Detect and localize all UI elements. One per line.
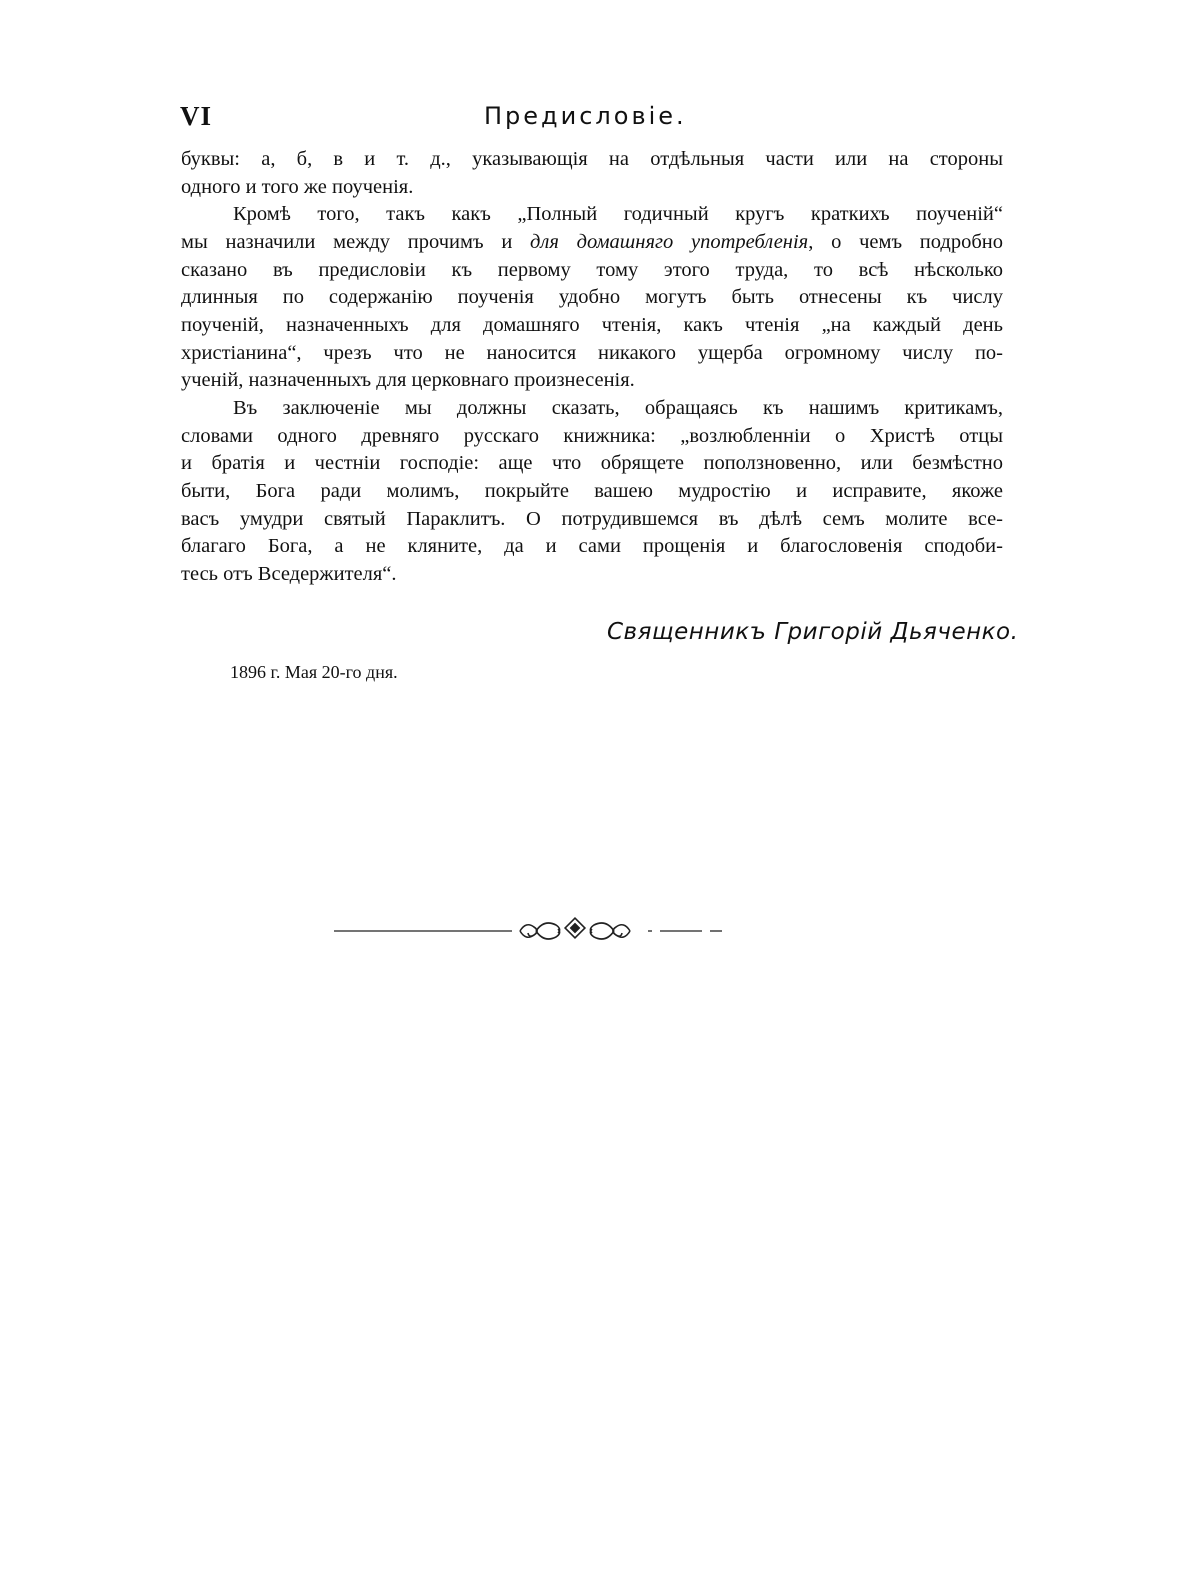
text-segment: мы назначили между прочимъ и — [181, 231, 531, 253]
page-number: VI — [180, 101, 213, 131]
text-line: длинныя по содержанію поученія удобно могутъ быть отнесены къ числу — [181, 286, 1003, 308]
central-vignette — [520, 918, 630, 939]
text-line: буквы: а, б, в и т. д., указывающія на отдѣльныя части или на стороны — [181, 148, 1003, 170]
text-line — [181, 228, 1003, 256]
text-segment: , о чемъ подробно — [808, 231, 1003, 253]
text-line: ученій, назначенныхъ для церковнаго произнесенія. — [181, 369, 635, 391]
text-line: благаго Бога, а не кляните, да и сами прощенія и благословенія сподоби- — [181, 535, 1003, 557]
text-line: одного и того же поученія. — [181, 176, 414, 198]
text-line: Кромѣ того, такъ какъ „Полный годичный кругъ краткихъ поученій“ — [233, 203, 1003, 225]
text-line: тесь отъ Вседержителя“. — [181, 563, 397, 585]
text-line: христіанина“, чрезъ что не наносится никакого ущерба огромному числу по- — [181, 342, 1003, 364]
text-line: поученій, назначенныхъ для домашняго чтенія, какъ чтенія „на каждый день — [181, 314, 1003, 336]
running-title: Предисловіе. — [484, 102, 687, 130]
ornament-divider — [330, 912, 730, 948]
text-line: и братія и честніи господіе: аще что обрящете поползновенно, или безмѣстно — [181, 452, 1003, 474]
signature: Священникъ Григорій Дьяченко. — [607, 619, 1019, 645]
text-line: быти, Бога ради молимъ, покрыйте вашею мудростію и исправите, якоже — [181, 480, 1003, 502]
date-line: 1896 г. Мая 20-го дня. — [230, 662, 398, 682]
text-line: словами одного древняго русскаго книжника: „возлюбленніи о Христѣ отцы — [181, 425, 1003, 447]
text-line: Въ заключеніе мы должны сказать, обращаясь къ нашимъ критикамъ, — [233, 397, 1003, 419]
text-line: васъ умудри святый Параклитъ. О потрудившемся въ дѣлѣ семъ молите все- — [181, 508, 1003, 530]
text-line: сказано въ предисловіи къ первому тому этого труда, то всѣ нѣсколько — [181, 259, 1003, 281]
italic-phrase: для домашняго употребленія — [530, 231, 809, 253]
